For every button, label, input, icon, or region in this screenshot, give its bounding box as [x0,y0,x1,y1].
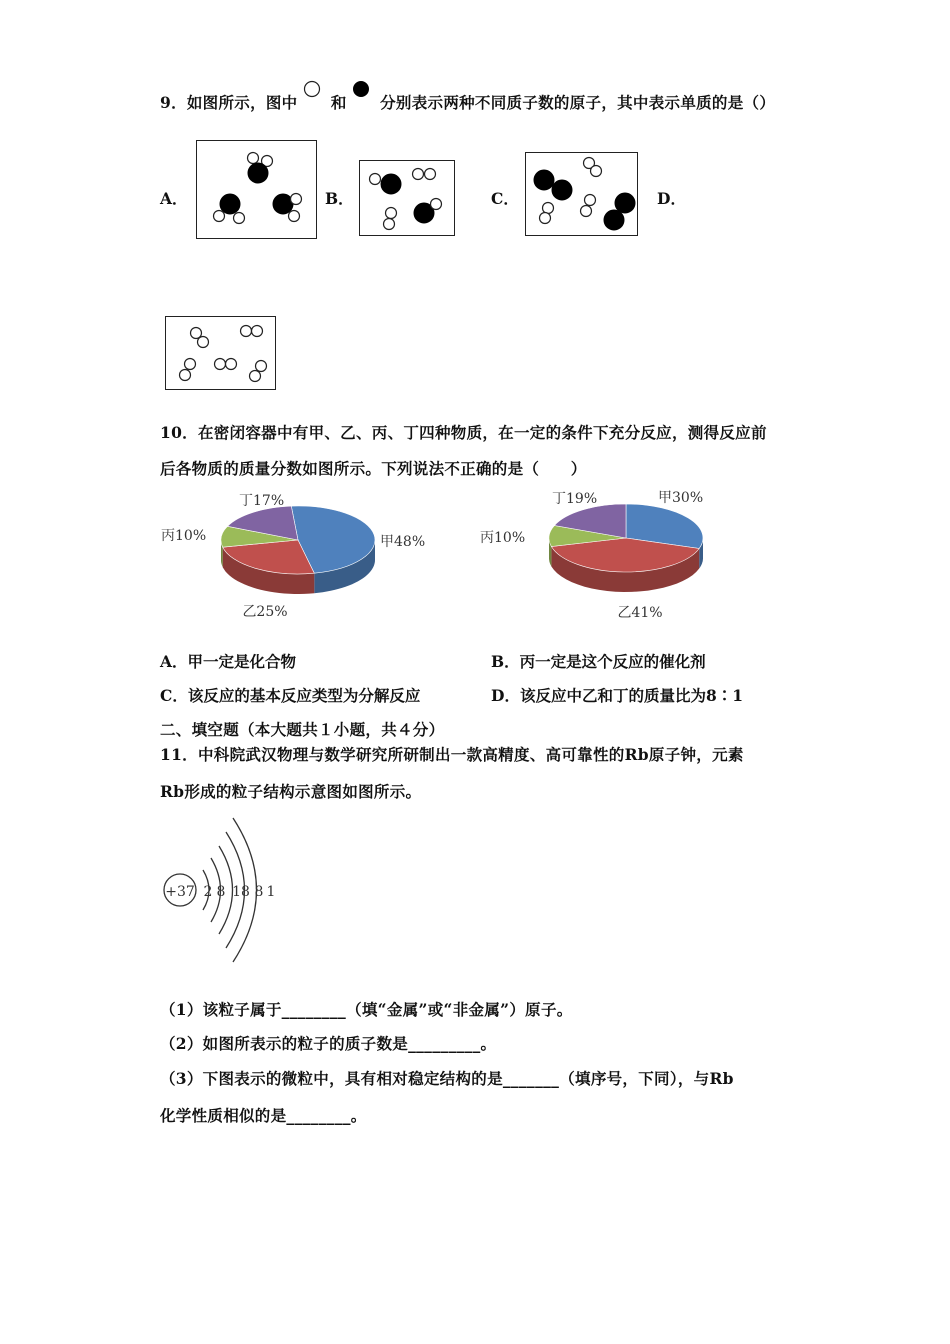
molecule-diagram-b [360,161,456,237]
q9-option-a[interactable]: A． [160,189,188,208]
q9-box-a [196,140,317,239]
pie-label-丁: 丁17% [239,493,285,509]
q9-stem [160,90,775,113]
q11-stem-line2: Rb形成的粒子结构示意图如图所示。 [160,782,422,801]
q10-option-c[interactable]: C．该反应的基本反应类型为分解反应 [160,686,421,705]
molecule-diagram-a [197,141,318,240]
q9-option-d[interactable]: D． [657,189,686,208]
pie-label-乙: 乙25% [242,604,288,620]
white-atom-icon [303,80,321,98]
pie-label-丙: 丙10% [480,530,526,546]
q9-box-c [525,152,638,236]
pie-chart-after [475,486,775,626]
q11-stem-line1: 11．中科院武汉物理与数学研究所研制出一款高精度、高可靠性的Rb原子钟，元素 [160,745,744,764]
black-atom-icon [352,80,370,98]
q9-option-c[interactable]: C． [491,189,519,208]
q9-and: 和 [330,93,347,112]
shell-electrons-2: 8 [216,884,226,900]
atom-structure-diagram [160,812,290,972]
q9-box-b [359,160,455,236]
pie-label-乙: 乙41% [617,605,663,621]
q11-sub3-line2: 化学性质相似的是________。 [160,1106,367,1125]
shell-electrons-5: 1 [266,884,276,900]
shell-electrons-3: 18 [232,884,250,900]
q10-stem-line1: 10．在密闭容器中有甲、乙、丙、丁四种物质，在一定的条件下充分反应，测得反应前 [160,423,767,442]
shell-electrons-1: 2 [203,884,213,900]
nucleus-charge: +37 [165,884,195,900]
q9-option-b[interactable]: B． [325,189,354,208]
q11-sub1: （1）该粒子属于________（填“金属”或“非金属”）原子。 [160,1000,573,1019]
q9-prefix: 9．如图所示，图中 [160,93,298,112]
shell-electrons-4: 8 [254,884,264,900]
pie-label-甲: 甲48% [380,534,426,550]
pie-chart-before [155,488,455,628]
q10-stem-line2: 后各物质的质量分数如图所示。下列说法不正确的是（ ） [160,459,587,478]
q10-option-a[interactable]: A．甲一定是化合物 [160,652,297,671]
section-heading: 二、填空题（本大题共１小题，共４分） [160,720,445,739]
q10-option-d[interactable]: D．该反应中乙和丁的质量比为8∶1 [491,686,744,705]
molecule-diagram-c [526,153,639,237]
pie-label-丙: 丙10% [161,528,207,544]
q11-sub2: （2）如图所表示的粒子的质子数是_________。 [160,1034,497,1053]
q9-box-d [165,316,276,390]
q9-suffix: 分别表示两种不同质子数的原子，其中表示单质的是（） [380,93,776,112]
q10-option-b[interactable]: B．丙一定是这个反应的催化剂 [491,652,706,671]
nucleus-circle [164,874,196,906]
q11-sub3-line1: （3）下图表示的微粒中，具有相对稳定结构的是_______（填序号，下同），与Rb [160,1069,734,1088]
molecule-diagram-d [166,317,277,391]
pie-label-甲: 甲30% [658,490,704,506]
pie-label-丁: 丁19% [552,491,598,507]
